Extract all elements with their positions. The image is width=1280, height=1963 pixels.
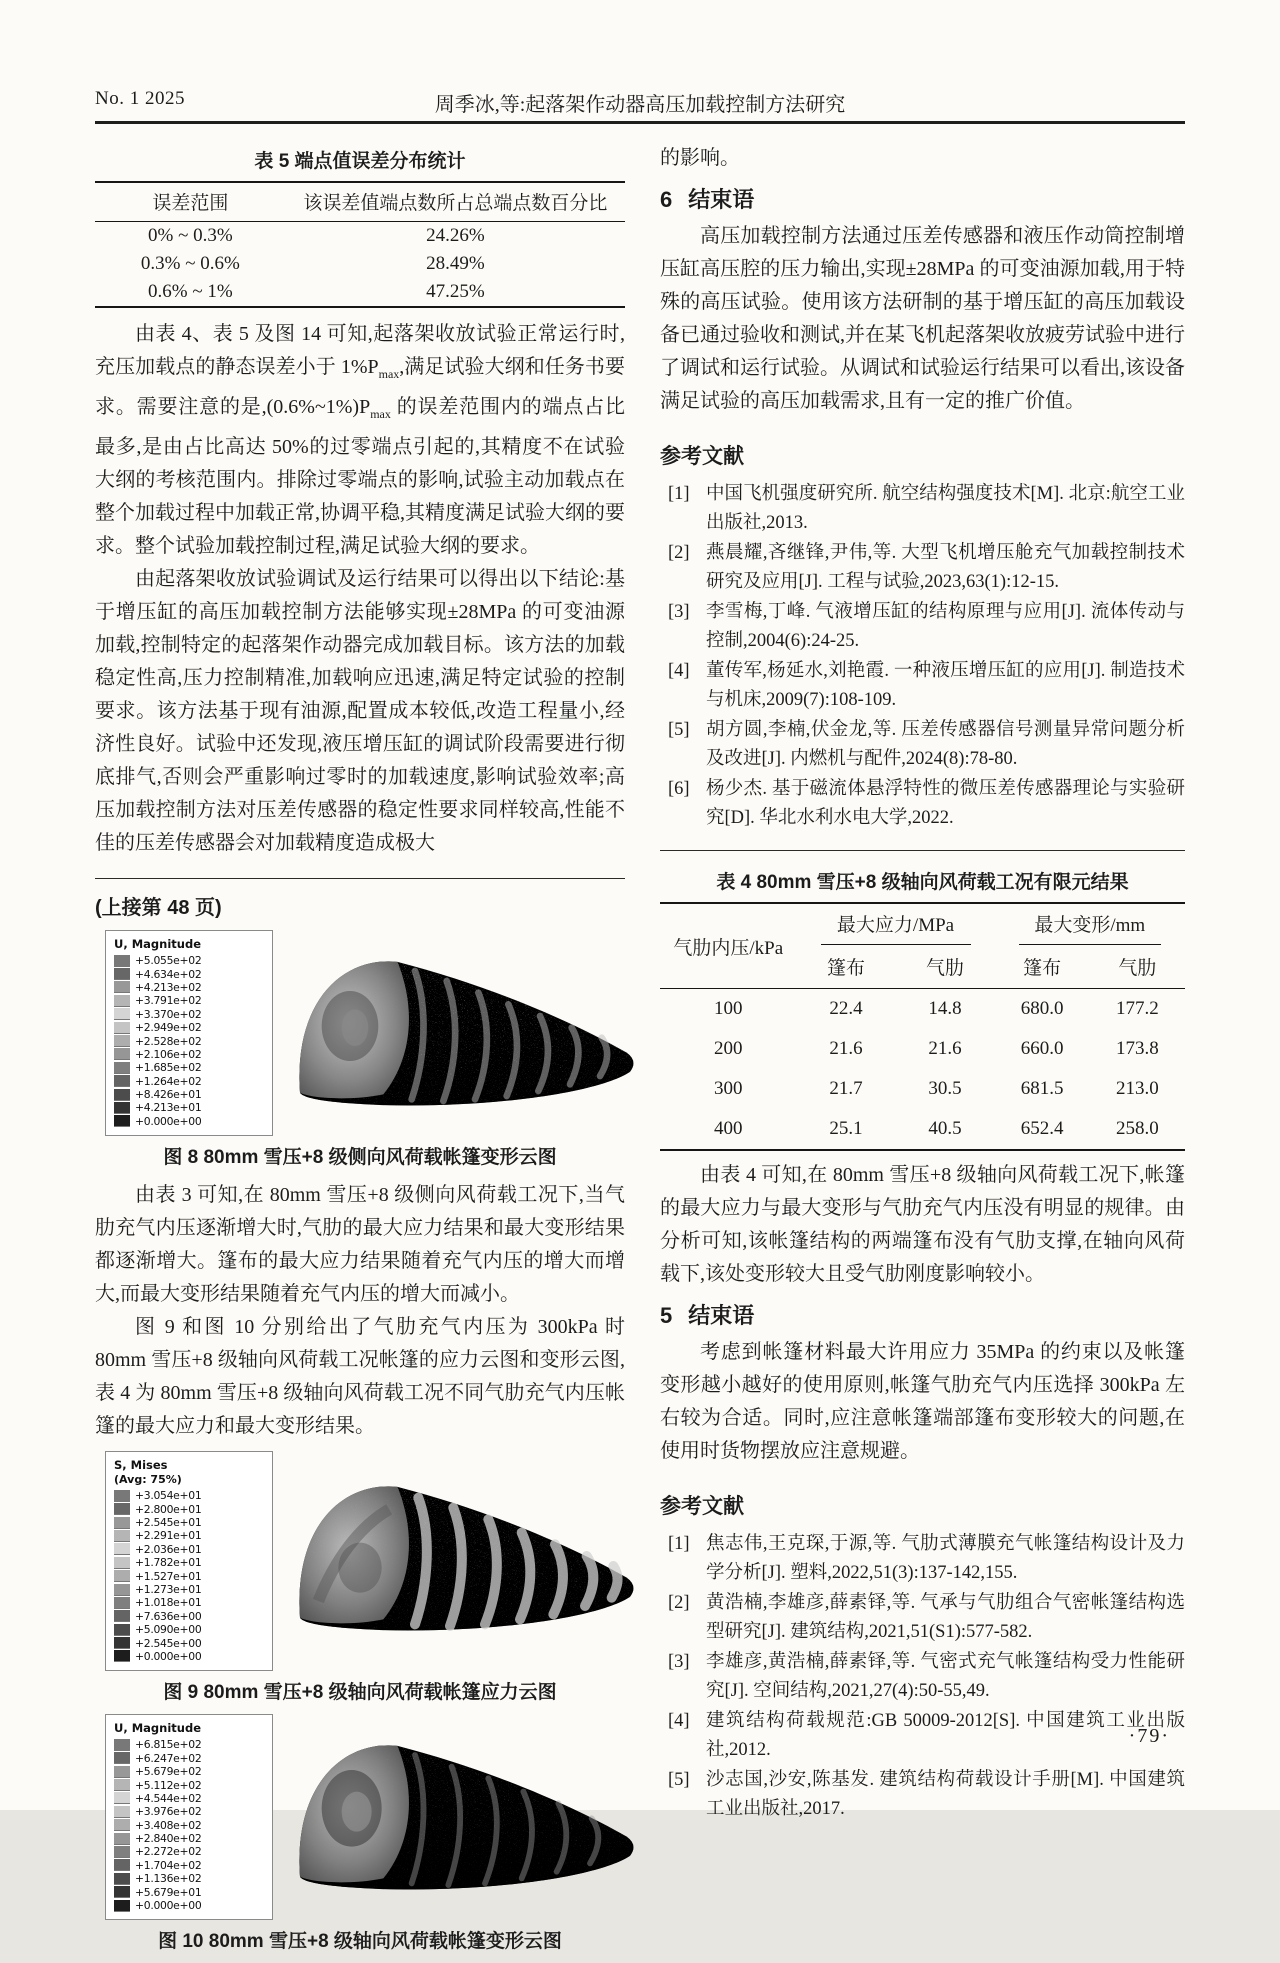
legend-swatch	[114, 1530, 130, 1542]
reference-number: [2]	[668, 1593, 690, 1613]
legend-value: +0.000e+00	[135, 1114, 202, 1128]
legend-entry	[114, 994, 266, 1007]
stress-canvas-cell: 25.1	[829, 1118, 863, 1139]
percent-cell: 24.26%	[426, 225, 485, 246]
legend-entry	[114, 1832, 266, 1845]
paragraph-table3-discussion: 由表 3 可知,在 80mm 雪压+8 级侧向风荷载工况下,当气肋充气内压逐渐增大时,气肋的最大应力结果和最大变形结果都逐渐增大。篷布的最大应力结果随着充气内压的增大而增大,而最大变形结果随着充气内压的增大而减小。	[95, 1184, 625, 1306]
legend-value: +0.000e+00	[135, 1899, 202, 1913]
paragraph-conclusions: 由起落架收放试验调试及运行结果可以得出以下结论:基于增压缸的高压加载控制方法能够实现±28MPa 的可变油源加载,控制特定的起落架作动器完成加载目标。该方法的加载稳定性高,压力控制精准,加载响应迅速,满足特定试验的控制要求。该方法基于现有油源,配置成本较低,改造工程量小,经济性良好。试验中还发现,液压增压缸的调试阶段需要进行彻底排气,否则会严重影响过零时的加载速度,影响试验效率;高压加载控制方法对压差传感器的稳定性要求同样较高,性能不佳的压差传感器会对加载精度造成极大	[95, 568, 625, 854]
table5-header-range: 误差范围	[95, 182, 286, 222]
reference-text: 李雄彦,黄浩楠,薛素铎,等. 气密式充气帐篷结构受力性能研究[J]. 空间结构,2021,27(4):50-55,49.	[706, 1652, 1185, 1701]
legend-swatch	[114, 1650, 130, 1662]
para1-seg2: ,满足试验大纲和任务书要求。需要注意的是,(0.6%~1%)P	[95, 356, 625, 418]
section6-heading	[660, 183, 1185, 214]
error-range-cell: 0% ~ 0.3%	[148, 225, 233, 246]
figure8-caption: 图 8 80mm 雪压+8 级侧向风荷载帐篷变形云图	[163, 1147, 557, 1169]
legend-value: +4.634e+02	[135, 967, 202, 981]
legend-swatch	[114, 1570, 130, 1582]
para1-seg1: 由表 4、表 5 及图 14 可知,起落架收放试验正常运行时,充压加载点的静态误差小于 1%P	[95, 323, 625, 378]
legend-value: +3.976e+02	[135, 1805, 202, 1819]
legend-swatch	[114, 1503, 130, 1515]
deform-canvas-cell: 660.0	[1020, 1038, 1064, 1059]
pressure-cell: 100	[714, 998, 743, 1019]
legend-entry	[114, 1885, 266, 1898]
reference-number: [4]	[668, 1711, 690, 1731]
section-label: 结束语	[688, 1303, 755, 1328]
legend-entry	[114, 1752, 266, 1765]
tent-stress-contour-image	[285, 1451, 635, 1651]
stress-rib-cell: 40.5	[928, 1118, 962, 1139]
paragraph-results	[95, 318, 625, 563]
legend-entry	[114, 1845, 266, 1858]
reference-number: [1]	[668, 1534, 690, 1554]
legend-value: +2.036e+01	[135, 1542, 202, 1556]
table5-row	[95, 278, 625, 307]
issue-number: No. 1 2025	[95, 88, 185, 109]
legend-value: +2.949e+02	[135, 1021, 202, 1035]
reference-item	[660, 1589, 1185, 1646]
legend-swatch	[114, 1833, 130, 1845]
reference-number: [3]	[668, 602, 690, 622]
legend-entry	[114, 1872, 266, 1885]
deform-canvas-cell: 652.4	[1020, 1118, 1064, 1139]
reference-number: [6]	[668, 779, 690, 799]
legend-swatch	[114, 1873, 130, 1885]
section6-body: 高压加载控制方法通过压差传感器和液压作动筒控制增压缸高压腔的压力输出,实现±28MPa 的可变油源加载,用于特殊的高压试验。使用该方法研制的基于增压缸的高压加载设备已通过验收和测试,并在某飞机起落架收放疲劳试验中进行了调试和运行试验。从调试和试验运行结果可以看出,该设备满足试验的高压加载需求,且有一定的推广价值。	[660, 225, 1185, 412]
deform-rib-cell: 177.2	[1116, 998, 1159, 1019]
figure8	[105, 930, 625, 1136]
table4-subheader-rib: 气肋	[896, 949, 995, 989]
figure10	[105, 1714, 625, 1920]
legend-entry	[114, 1569, 266, 1582]
left-column	[95, 142, 625, 1963]
legend-entry	[114, 1101, 266, 1114]
pmax-subscript: max	[378, 367, 400, 381]
reference-text: 胡方圆,李楠,伏金龙,等. 压差传感器信号测量异常问题分析及改进[J]. 内燃机与配件,2024(8):78-80.	[706, 720, 1185, 769]
legend-entry	[114, 981, 266, 994]
legend-swatch	[114, 1792, 130, 1804]
reference-number: [2]	[668, 543, 690, 563]
legend-swatch	[114, 981, 130, 993]
table5-title: 表 5 端点值误差分布统计	[254, 151, 466, 172]
stress-rib-cell: 14.8	[928, 998, 962, 1019]
legend-entry	[114, 1502, 266, 1515]
legend-entry	[114, 1792, 266, 1805]
legend-entry	[114, 1034, 266, 1047]
legend-entry	[114, 954, 266, 967]
table4-header-pressure: 气肋内压/kPa	[660, 903, 797, 989]
legend-value: +3.370e+02	[135, 1007, 202, 1021]
legend-entry	[114, 1583, 266, 1596]
reference-item	[660, 657, 1185, 714]
references2-title: 参考文献	[660, 1495, 744, 1518]
legend-entry	[114, 1805, 266, 1818]
legend-value: +1.685e+02	[135, 1061, 202, 1075]
reference-text: 沙志国,沙安,陈基发. 建筑结构荷载设计手册[M]. 中国建筑工业出版社,2017.	[706, 1770, 1185, 1819]
table4-subheader-rib: 气肋	[1090, 949, 1185, 989]
legend-value: +2.106e+02	[135, 1047, 202, 1061]
legend-entry	[114, 1623, 266, 1636]
reference-item	[660, 1766, 1185, 1823]
legend-value: +3.054e+01	[135, 1489, 202, 1503]
legend-swatch	[114, 1766, 130, 1778]
legend-value: +2.840e+02	[135, 1832, 202, 1846]
legend-subtitle: (Avg: 75%)	[114, 1473, 182, 1487]
legend-value: +6.815e+02	[135, 1738, 202, 1752]
references1-title: 参考文献	[660, 445, 744, 468]
reference-text: 焦志伟,王克琛,于源,等. 气肋式薄膜充气帐篷结构设计及力学分析[J]. 塑料,2022,51(3):137-142,155.	[706, 1534, 1185, 1583]
table5-row	[95, 250, 625, 278]
legend-value: +2.545e+01	[135, 1516, 202, 1530]
tent-deformation-contour-image	[285, 930, 635, 1122]
legend-swatch	[114, 955, 130, 967]
paragraph-fig910-intro: 图 9 和图 10 分别给出了气肋充气内压为 300kPa 时 80mm 雪压+8 级轴向风荷载工况帐篷的应力云图和变形云图,表 4 为 80mm 雪压+8 级轴向风荷载工况不同气肋充气内压帐篷的最大应力和最大变形结果。	[95, 1316, 625, 1438]
figure9-caption: 图 9 80mm 雪压+8 级轴向风荷载帐篷应力云图	[163, 1682, 557, 1704]
figure8-legend	[105, 930, 273, 1136]
stress-rib-cell: 21.6	[928, 1038, 962, 1059]
legend-entry	[114, 1021, 266, 1034]
error-range-cell: 0.3% ~ 0.6%	[140, 253, 240, 274]
table4-title: 表 4 80mm 雪压+8 级轴向风荷载工况有限元结果	[716, 872, 1129, 893]
legend-entry	[114, 1489, 266, 1502]
legend-swatch	[114, 1859, 130, 1871]
section5-body: 考虑到帐篷材料最大许用应力 35MPa 的约束以及帐篷变形越小越好的使用原则,帐篷气肋充气内压选择 300kPa 左右较为合适。同时,应注意帐篷端部篷布变形较大的问题,在使用时货物摆放应注意规避。	[660, 1341, 1185, 1462]
legend-entry	[114, 1075, 266, 1088]
section-number: 5	[660, 1303, 673, 1328]
legend-value: +2.800e+01	[135, 1502, 202, 1516]
legend-value: +3.791e+02	[135, 994, 202, 1008]
legend-value: +2.291e+01	[135, 1529, 202, 1543]
reference-item	[660, 1530, 1185, 1587]
table4-row	[660, 1029, 1185, 1069]
legend-swatch	[114, 1752, 130, 1764]
legend-value: +8.426e+01	[135, 1088, 202, 1102]
reference-item	[660, 716, 1185, 773]
legend-entry	[114, 967, 266, 980]
legend-value: +5.112e+02	[135, 1778, 202, 1792]
table4-row	[660, 1069, 1185, 1109]
table4-row	[660, 989, 1185, 1030]
deform-canvas-cell: 680.0	[1020, 998, 1064, 1019]
legend-swatch	[114, 1610, 130, 1622]
legend-title: U, Magnitude	[114, 1721, 201, 1736]
reference-number: [3]	[668, 1652, 690, 1672]
legend-entry	[114, 1650, 266, 1663]
table4-subheader-canvas: 篷布	[797, 949, 896, 989]
legend-swatch	[114, 1806, 130, 1818]
legend-swatch	[114, 1075, 130, 1087]
table5-header-percent: 该误差值端点数所占总端点数百分比	[286, 182, 625, 222]
legend-value: +5.055e+02	[135, 954, 202, 968]
legend-value: +4.544e+02	[135, 1791, 202, 1805]
article-divider-right	[660, 850, 1185, 851]
deform-canvas-cell: 681.5	[1020, 1078, 1064, 1099]
reference-item	[660, 1707, 1185, 1764]
legend-entry	[114, 1596, 266, 1609]
legend-value: +4.213e+01	[135, 1101, 202, 1115]
legend-swatch	[114, 1089, 130, 1101]
legend-swatch	[114, 1900, 130, 1912]
reference-item	[660, 480, 1185, 537]
legend-entry	[114, 1738, 266, 1751]
paragraph-table4-discussion: 由表 4 可知,在 80mm 雪压+8 级轴向风荷载工况下,帐篷的最大应力与最大变形与气肋充气内压没有明显的规律。由分析可知,该帐篷结构的两端篷布没有气肋支撑,在轴向风荷载下,该处变形较大且受气肋刚度影响较小。	[660, 1164, 1185, 1285]
legend-swatch	[114, 1062, 130, 1074]
deform-rib-cell: 213.0	[1116, 1078, 1159, 1099]
page-number: ·79·	[1128, 1725, 1170, 1747]
legend-value: +1.273e+01	[135, 1583, 202, 1596]
legend-value: +6.247e+02	[135, 1751, 202, 1765]
legend-value: +4.213e+02	[135, 980, 202, 994]
legend-entry	[114, 1088, 266, 1101]
error-range-cell: 0.6% ~ 1%	[148, 281, 233, 302]
legend-swatch	[114, 1115, 130, 1127]
legend-title: U, Magnitude	[114, 937, 201, 951]
stress-canvas-cell: 21.6	[829, 1038, 863, 1059]
legend-value: +1.782e+01	[135, 1556, 202, 1570]
legend-value: +1.704e+02	[135, 1858, 202, 1872]
legend-entry	[114, 1636, 266, 1649]
reference-text: 董传军,杨延水,刘艳霞. 一种液压增压缸的应用[J]. 制造技术与机床,2009(7):108-109.	[706, 661, 1185, 710]
legend-value: +5.679e+02	[135, 1765, 202, 1779]
reference-text: 杨少杰. 基于磁流体悬浮特性的微压差传感器理论与实验研究[D]. 华北水利水电大学,2022.	[706, 779, 1185, 828]
legend-entry	[114, 1556, 266, 1569]
legend-entry	[114, 1610, 266, 1623]
para1-seg3: 的误差范围内的端点占比最多,是由占比高达 50%的过零端点引起的,其精度不在试验大纲的考核范围内。排除过零端点的影响,试验主动加载点在整个加载过程中加载正常,协调平稳,其精度满足试验大纲的要求。整个试验加载控制过程,满足试验大纲的要求。	[95, 396, 625, 557]
legend-swatch	[114, 1035, 130, 1047]
table4	[660, 902, 1185, 1151]
reference-item	[660, 775, 1185, 832]
legend-value: +7.636e+00	[135, 1609, 202, 1623]
legend-entry	[114, 1115, 266, 1128]
running-title: 周季冰,等:起落架作动器高压加载控制方法研究	[434, 94, 846, 116]
legend-entry	[114, 1859, 266, 1872]
legend-entry	[114, 1061, 266, 1074]
legend-swatch	[114, 1637, 130, 1649]
legend-swatch	[114, 1008, 130, 1020]
table4-header-deform: 最大变形/mm	[995, 903, 1185, 949]
legend-entry	[114, 1516, 266, 1529]
stress-canvas-cell: 21.7	[829, 1078, 863, 1099]
legend-swatch	[114, 1779, 130, 1791]
reference-text: 李雪梅,丁峰. 气液增压缸的结构原理与应用[J]. 流体传动与控制,2004(6):24-25.	[706, 602, 1185, 651]
legend-value: +1.264e+02	[135, 1074, 202, 1088]
figure9	[105, 1451, 625, 1671]
legend-swatch	[114, 995, 130, 1007]
legend-value: +5.679e+01	[135, 1885, 202, 1899]
table4-row	[660, 1109, 1185, 1150]
reference-text: 中国飞机强度研究所. 航空结构强度技术[M]. 北京:航空工业出版社,2013.	[706, 484, 1185, 533]
references1-list	[660, 480, 1185, 832]
legend-entry	[114, 1899, 266, 1912]
tent-deformation-contour-image	[285, 1714, 635, 1906]
right-column	[660, 142, 1185, 1825]
legend-value: +2.272e+02	[135, 1845, 202, 1859]
figure9-legend	[105, 1451, 273, 1671]
stress-canvas-cell: 22.4	[829, 998, 863, 1019]
legend-swatch	[114, 1048, 130, 1060]
pressure-cell: 200	[714, 1038, 743, 1059]
legend-entry	[114, 1048, 266, 1061]
legend-swatch	[114, 1739, 130, 1751]
page-header	[95, 86, 1185, 116]
section5-heading	[660, 1299, 1185, 1330]
table5	[95, 181, 625, 308]
figure10-caption: 图 10 80mm 雪压+8 级轴向风荷载帐篷变形云图	[158, 1931, 562, 1953]
legend-swatch	[114, 1846, 130, 1858]
article-divider-left	[95, 878, 625, 879]
carryover-text: 的影响。	[660, 147, 740, 169]
section-number: 6	[660, 187, 673, 212]
legend-entry	[114, 1008, 266, 1021]
percent-cell: 47.25%	[426, 281, 485, 302]
figure10-legend	[105, 1714, 273, 1920]
legend-swatch	[114, 1022, 130, 1034]
legend-value: +2.545e+00	[135, 1636, 202, 1650]
legend-swatch	[114, 1102, 130, 1114]
table4-subheader-canvas: 篷布	[995, 949, 1090, 989]
legend-entry	[114, 1819, 266, 1832]
reference-text: 黄浩楠,李雄彦,薛素铎,等. 气承与气肋组合气密帐篷结构选型研究[J]. 建筑结构,2021,51(S1):577-582.	[706, 1593, 1185, 1642]
deform-rib-cell: 258.0	[1116, 1118, 1159, 1139]
section-label: 结束语	[688, 187, 755, 212]
legend-swatch	[114, 1490, 130, 1502]
pressure-cell: 400	[714, 1118, 743, 1139]
reference-item	[660, 539, 1185, 596]
legend-swatch	[114, 1819, 130, 1831]
references2-list	[660, 1530, 1185, 1823]
deform-rib-cell: 173.8	[1116, 1038, 1159, 1059]
legend-entry	[114, 1778, 266, 1791]
legend-swatch	[114, 968, 130, 980]
reference-item	[660, 598, 1185, 655]
legend-swatch	[114, 1597, 130, 1609]
legend-swatch	[114, 1584, 130, 1596]
legend-value: +0.000e+00	[135, 1649, 202, 1663]
legend-value: +3.408e+02	[135, 1818, 202, 1832]
reference-number: [1]	[668, 484, 690, 504]
reference-item	[660, 1648, 1185, 1705]
legend-entry	[114, 1765, 266, 1778]
legend-swatch	[114, 1543, 130, 1555]
reference-number: [5]	[668, 1770, 690, 1790]
pressure-cell: 300	[714, 1078, 743, 1099]
percent-cell: 28.49%	[426, 253, 485, 274]
legend-value: +1.136e+02	[135, 1872, 202, 1886]
legend-value: +1.527e+01	[135, 1569, 202, 1583]
legend-value: +2.528e+02	[135, 1034, 202, 1048]
legend-swatch	[114, 1886, 130, 1898]
legend-title: S, Mises	[114, 1458, 168, 1473]
table4-header-stress: 最大应力/MPa	[797, 903, 995, 949]
header-rule	[95, 121, 1185, 124]
legend-swatch	[114, 1624, 130, 1636]
legend-swatch	[114, 1557, 130, 1569]
legend-swatch	[114, 1517, 130, 1529]
legend-value: +1.018e+01	[135, 1596, 202, 1610]
legend-entry	[114, 1529, 266, 1542]
reference-number: [4]	[668, 661, 690, 681]
reference-text: 建筑结构荷载规范:GB 50009-2012[S]. 中国建筑工业出版社,2012.	[706, 1711, 1185, 1760]
pmax-subscript: max	[370, 407, 391, 421]
reference-number: [5]	[668, 720, 690, 740]
stress-rib-cell: 30.5	[928, 1078, 962, 1099]
continued-from-note: (上接第 48 页)	[95, 897, 222, 919]
table5-row	[95, 222, 625, 251]
reference-text: 燕晨耀,吝继锋,尹伟,等. 大型飞机增压舱充气加载控制技术研究及应用[J]. 工程与试验,2023,63(1):12-15.	[706, 543, 1185, 592]
legend-value: +5.090e+00	[135, 1623, 202, 1637]
legend-entry	[114, 1543, 266, 1556]
